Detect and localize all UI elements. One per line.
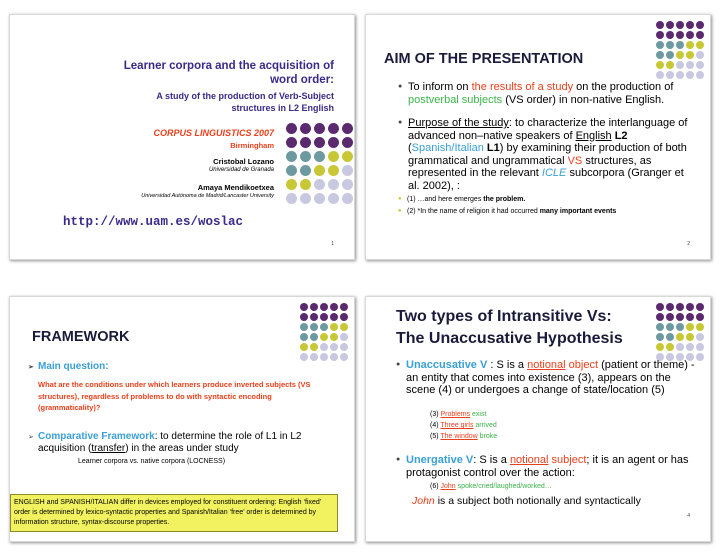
slide-1 [9, 14, 355, 260]
decorative-dot [340, 313, 348, 321]
decorative-dot [300, 313, 308, 321]
decorative-dot [328, 165, 339, 176]
decorative-dot [330, 313, 338, 321]
decorative-dot [314, 193, 325, 204]
decorative-dot [310, 343, 318, 351]
decorative-dot [300, 179, 311, 190]
decorative-dot [656, 323, 664, 331]
decorative-dot [300, 323, 308, 331]
slide2-title: AIM OF THE PRESENTATION [384, 51, 584, 67]
comparative-framework: ➢ Comparative Framework: to determine the role of L1 in L2 acquisition (transfer) in the areas under study [28, 431, 328, 455]
decorative-dot [286, 137, 297, 148]
note-box: ENGLISH and SPANISH/ITALIAN differ in devices employed for constituent ordering: English ‘fixed’ order is determined by lexico-syntactic properties and Spanish/Italian ‘free’ order is determined by information structure, syntax-discourse properties. [10, 494, 338, 532]
conference-name: CORPUS LINGUISTICS 2007 [153, 128, 274, 138]
main-question-text: What are the conditions under which learners produce inverted subjects (VS structures), regardless of problems to do with syntactic encoding (grammaticality)? [38, 380, 311, 412]
decorative-dot [696, 353, 704, 361]
decorative-dot [696, 51, 704, 59]
decorative-dot [676, 51, 684, 59]
decorative-dot [656, 333, 664, 341]
decorative-dot [656, 303, 664, 311]
decorative-dot [310, 333, 318, 341]
decorative-dot [686, 313, 694, 321]
slide4-title: Two types of Intransitive Vs: The Unaccusative Hypothesis [396, 308, 623, 347]
decorative-dot [300, 353, 308, 361]
decorative-dot [656, 31, 664, 39]
decorative-dot [686, 21, 694, 29]
decorative-dot [696, 61, 704, 69]
slide-3 [9, 296, 355, 542]
decorative-dot [310, 323, 318, 331]
decorative-dot [656, 313, 664, 321]
affiliation-1: Universidad de Granada [208, 167, 274, 173]
decorative-dot [666, 31, 674, 39]
decorative-dot [686, 323, 694, 331]
decorative-dot [330, 323, 338, 331]
conclusion-line: John is a subject both notionally and syntactically [412, 495, 641, 507]
decorative-dot [656, 21, 664, 29]
decorative-dot [300, 137, 311, 148]
decorative-dot [286, 179, 297, 190]
main-question-label: ➢ Main question: [28, 361, 109, 373]
example-4: (4) Three girls arrived [430, 422, 497, 429]
decorative-dot [676, 313, 684, 321]
decorative-dot [656, 343, 664, 351]
decorative-dot [686, 71, 694, 79]
slide1-title: Learner corpora and the acquisition of word order: [123, 60, 334, 86]
decorative-dot [320, 343, 328, 351]
decorative-dot [300, 151, 311, 162]
decorative-dot [696, 343, 704, 351]
decorative-dot [286, 165, 297, 176]
decorative-dot [686, 333, 694, 341]
decorative-dot-grid [300, 303, 348, 361]
page-number: 4 [687, 513, 690, 519]
decorative-dot [340, 303, 348, 311]
decorative-dot [676, 333, 684, 341]
unaccusative-bullet: ● Unaccusative V : S is a notional object (patient or theme) - an entity that comes into existence (3), appears on the scene (4) or undergoes a change of state/location (5) [396, 359, 696, 397]
decorative-dot [330, 333, 338, 341]
corpora-line: Learner corpora vs. native corpora (LOCNESS) [78, 458, 226, 465]
decorative-dot [676, 71, 684, 79]
decorative-dot [300, 303, 308, 311]
decorative-dot [286, 123, 297, 134]
decorative-dot [696, 31, 704, 39]
decorative-dot-grid [286, 123, 353, 204]
slide-2 [365, 14, 711, 260]
decorative-dot [328, 179, 339, 190]
decorative-dot [696, 71, 704, 79]
decorative-dot [686, 41, 694, 49]
affiliation-2: Universidad Autónoma de Madrid/Lancaster University [141, 193, 274, 199]
example-2: ● (2) *In the name of religion it had occurred many important events [398, 207, 698, 216]
decorative-dot [696, 303, 704, 311]
decorative-dot [666, 51, 674, 59]
conference-city: Birmingham [230, 141, 274, 150]
decorative-dot [328, 137, 339, 148]
decorative-dot [342, 165, 353, 176]
example-3: (3) Problems exist [430, 411, 487, 418]
decorative-dot-grid [656, 303, 704, 361]
decorative-dot [342, 137, 353, 148]
decorative-dot [314, 151, 325, 162]
decorative-dot [300, 333, 308, 341]
author-2: Amaya Mendikoetxea [197, 183, 274, 192]
decorative-dot [696, 333, 704, 341]
decorative-dot [330, 343, 338, 351]
decorative-dot [656, 61, 664, 69]
decorative-dot [286, 193, 297, 204]
decorative-dot [666, 71, 674, 79]
decorative-dot [686, 343, 694, 351]
decorative-dot [314, 165, 325, 176]
decorative-dot [342, 179, 353, 190]
website-url[interactable]: http://www.uam.es/woslac [63, 215, 244, 229]
decorative-dot [686, 303, 694, 311]
example-6: (6) John spoke/cried/laughed/worked… [430, 483, 552, 490]
decorative-dot [676, 323, 684, 331]
decorative-dot [320, 333, 328, 341]
decorative-dot [320, 313, 328, 321]
aim-bullet: ● To inform on the results of a study on the production of postverbal subjects (VS order) in non-native English. [398, 81, 688, 106]
decorative-dot-grid [656, 21, 704, 79]
example-5: (5) The window broke [430, 433, 498, 440]
decorative-dot [666, 41, 674, 49]
slide3-title: FRAMEWORK [32, 329, 130, 345]
decorative-dot [342, 193, 353, 204]
decorative-dot [314, 179, 325, 190]
decorative-dot [676, 31, 684, 39]
decorative-dot [666, 303, 674, 311]
decorative-dot [656, 71, 664, 79]
decorative-dot [686, 51, 694, 59]
decorative-dot [320, 353, 328, 361]
purpose-bullet: ● Purpose of the study: to characterize the interlanguage of advanced non–native speakers of English L2 (Spanish/Italian L1) by examining their production of both grammatical and ungrammatical VS structures, as represented in the relevant ICLE subcorpora (Granger et al. 2002), : [398, 117, 693, 192]
decorative-dot [286, 151, 297, 162]
decorative-dot [676, 21, 684, 29]
page-number: 2 [687, 241, 690, 247]
decorative-dot [300, 193, 311, 204]
decorative-dot [676, 61, 684, 69]
author-1: Cristobal Lozano [213, 157, 274, 166]
decorative-dot [320, 303, 328, 311]
decorative-dot [696, 323, 704, 331]
decorative-dot [676, 303, 684, 311]
decorative-dot [696, 313, 704, 321]
decorative-dot [330, 353, 338, 361]
decorative-dot [310, 353, 318, 361]
decorative-dot [342, 123, 353, 134]
decorative-dot [328, 123, 339, 134]
page-number: 1 [331, 241, 334, 247]
decorative-dot [656, 41, 664, 49]
decorative-dot [676, 343, 684, 351]
decorative-dot [340, 333, 348, 341]
decorative-dot [666, 21, 674, 29]
decorative-dot [310, 303, 318, 311]
decorative-dot [340, 343, 348, 351]
decorative-dot [696, 41, 704, 49]
decorative-dot [666, 333, 674, 341]
decorative-dot [320, 323, 328, 331]
slide-4 [365, 296, 711, 542]
slide1-subtitle: A study of the production of Verb-Subject structures in L2 English [156, 91, 334, 113]
decorative-dot [330, 303, 338, 311]
decorative-dot [328, 193, 339, 204]
decorative-dot [328, 151, 339, 162]
decorative-dot [310, 313, 318, 321]
decorative-dot [342, 151, 353, 162]
decorative-dot [676, 41, 684, 49]
decorative-dot [314, 123, 325, 134]
decorative-dot [340, 353, 348, 361]
decorative-dot [666, 61, 674, 69]
decorative-dot [314, 137, 325, 148]
decorative-dot [696, 21, 704, 29]
decorative-dot [340, 323, 348, 331]
decorative-dot [300, 343, 308, 351]
example-1: ● (1) …and here emerges the problem. [398, 195, 688, 204]
decorative-dot [686, 31, 694, 39]
decorative-dot [656, 51, 664, 59]
decorative-dot [300, 123, 311, 134]
decorative-dot [300, 165, 311, 176]
decorative-dot [666, 313, 674, 321]
decorative-dot [686, 61, 694, 69]
decorative-dot [666, 343, 674, 351]
unergative-bullet: ● Unergative V: S is a notional subject; it is an agent or has protagonist control over the action: [396, 454, 696, 479]
decorative-dot [666, 323, 674, 331]
